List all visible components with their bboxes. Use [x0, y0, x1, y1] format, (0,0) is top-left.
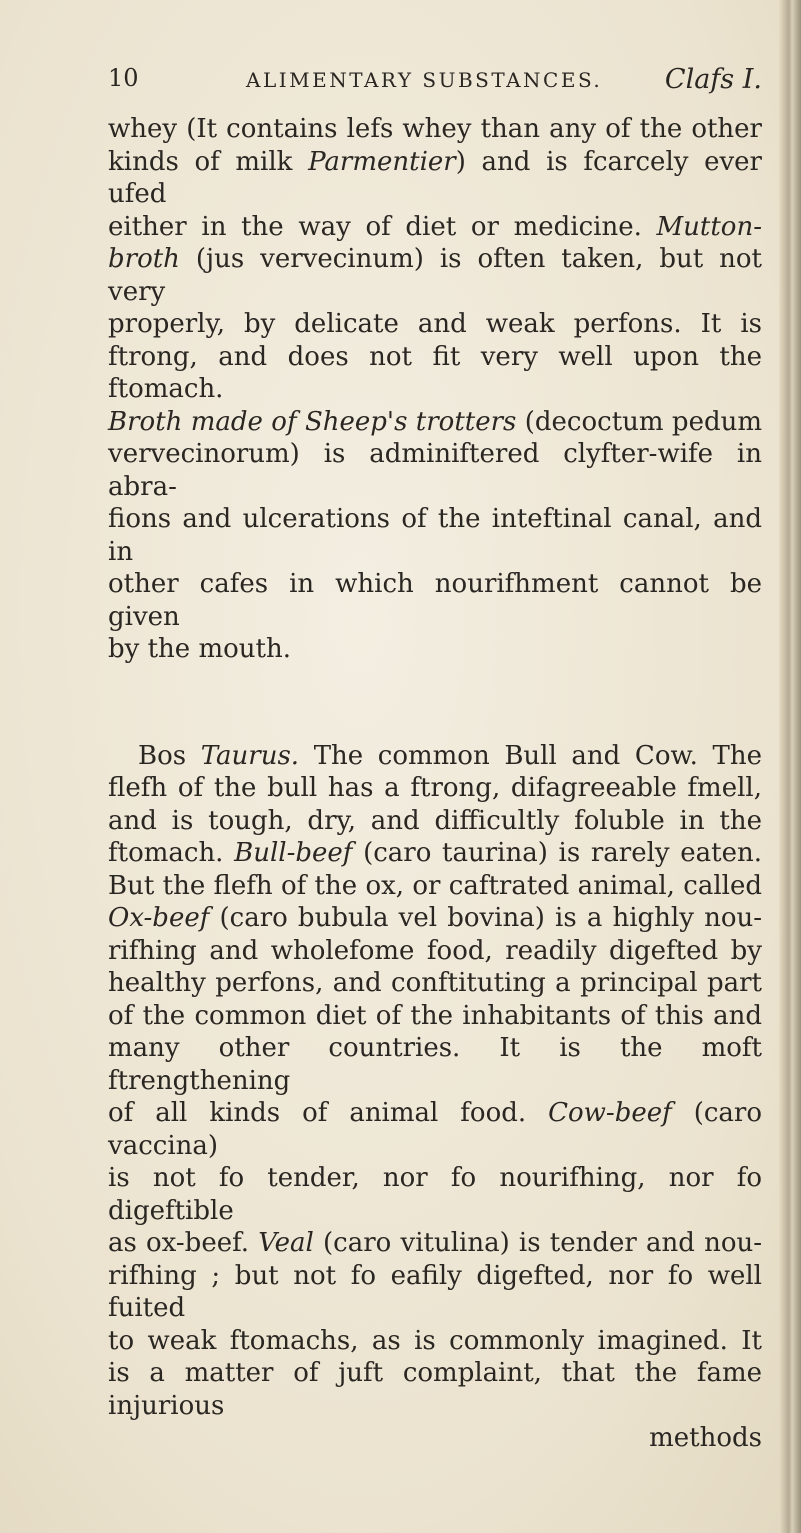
text-line — [108, 837, 762, 870]
page-number: 10 — [108, 64, 139, 92]
text-run: But the flefh of the ox, or caftrated animal, called — [108, 870, 762, 901]
running-title: ALIMENTARY SUBSTANCES. — [246, 68, 603, 92]
text-run: flefh of the bull has a ftrong, difagreeable fmell, — [108, 773, 762, 803]
italic-term: broth — [108, 244, 180, 274]
italic-term: Broth made of Sheep's trotters — [108, 406, 517, 437]
text-run: to weak ftomachs, as is commonly imagined. It — [108, 1325, 762, 1356]
page-edge — [779, 0, 801, 1533]
text-run: as ox-beef. — [108, 1228, 259, 1258]
text-line — [108, 146, 762, 211]
paragraph-gap — [108, 666, 762, 740]
text-run: (decoctum pedum — [516, 406, 763, 437]
text-line — [108, 1227, 762, 1260]
text-line — [108, 935, 762, 968]
paragraph-bos-taurus — [108, 740, 762, 1423]
text-run: vervecinorum) is adminiftered clyfter-wife in abra- — [108, 439, 762, 502]
italic-term: Veal — [258, 1228, 314, 1258]
text-line — [108, 243, 762, 308]
italic-term: Mutton- — [656, 211, 762, 242]
text-line — [108, 438, 762, 503]
text-line — [108, 1097, 762, 1162]
text-line — [108, 633, 762, 666]
text-run: ) and is fcarcely ever ufed — [108, 146, 762, 209]
text-line — [108, 870, 762, 903]
text-run: rifhing and wholefome food, readily digefted by — [108, 935, 762, 966]
text-run: kinds of milk — [108, 146, 309, 177]
class-mark: Clafs I. — [664, 64, 762, 95]
body-text — [108, 113, 762, 1455]
text-run: is not fo tender, nor fo nourifhing, nor fo digeftible — [108, 1163, 762, 1226]
text-line — [108, 1357, 762, 1422]
italic-term: Ox-beef — [108, 903, 210, 933]
text-run: is a matter of juft complaint, that the fame injurious — [108, 1358, 762, 1421]
text-line — [108, 1000, 762, 1033]
text-run: properly, by delicate and weak perfons. It is — [108, 309, 762, 339]
text-run: of all kinds of animal food. — [108, 1098, 549, 1128]
text-line — [108, 406, 762, 439]
text-line — [108, 211, 762, 244]
text-run: (caro vitulina) is tender and nou- — [313, 1228, 762, 1258]
text-line — [108, 1032, 762, 1097]
italic-term: Parmentier — [308, 146, 456, 177]
catchword: methods — [649, 1423, 762, 1453]
text-line — [108, 1260, 762, 1325]
text-run: rifhing ; but not fo eafily digefted, nor fo well fuited — [108, 1260, 762, 1323]
text-run: ftrong, and does not fit very well upon the ftomach. — [108, 341, 762, 404]
text-line — [108, 1162, 762, 1227]
text-run: ftomach. — [108, 838, 235, 868]
text-run: (caro vaccina) — [108, 1098, 762, 1161]
text-line — [108, 772, 762, 805]
italic-term: Taurus. — [200, 740, 300, 771]
text-line — [108, 341, 762, 406]
text-line — [108, 503, 762, 568]
text-run: by the mouth. — [108, 634, 291, 664]
italic-term: Bull-beef — [234, 838, 353, 868]
text-line — [108, 902, 762, 935]
text-line — [108, 1325, 762, 1358]
text-run: Bos — [138, 740, 201, 771]
text-line — [108, 967, 762, 1000]
text-run: (jus vervecinum) is often taken, but not very — [108, 244, 762, 307]
text-run: The common Bull and Cow. The — [299, 740, 762, 771]
text-run: (caro bubula vel bovina) is a highly nou- — [209, 903, 762, 933]
italic-term: Cow-beef — [548, 1098, 672, 1128]
text-run: (caro taurina) is rarely eaten. — [352, 838, 762, 868]
text-run: of the common diet of the inhabitants of this and — [108, 1000, 762, 1031]
text-line — [108, 308, 762, 341]
text-run: healthy perfons, and conftituting a principal part — [108, 968, 762, 998]
page-header — [108, 64, 762, 104]
text-line — [108, 740, 762, 773]
paragraph-mutton-broth — [108, 113, 762, 666]
text-run: whey (It contains lefs whey than any of the other — [108, 114, 762, 144]
text-run: fions and ulcerations of the inteftinal canal, and in — [108, 504, 762, 567]
text-line — [108, 113, 762, 146]
text-line — [108, 805, 762, 838]
text-run: and is tough, dry, and difficultly foluble in the — [108, 805, 762, 836]
catchword-line — [108, 1422, 762, 1455]
text-run: many other countries. It is the moft ftrengthening — [108, 1033, 762, 1096]
text-run: either in the way of diet or medicine. — [108, 211, 657, 242]
text-line — [108, 568, 762, 633]
text-run: other cafes in which nourifhment cannot be given — [108, 569, 762, 632]
